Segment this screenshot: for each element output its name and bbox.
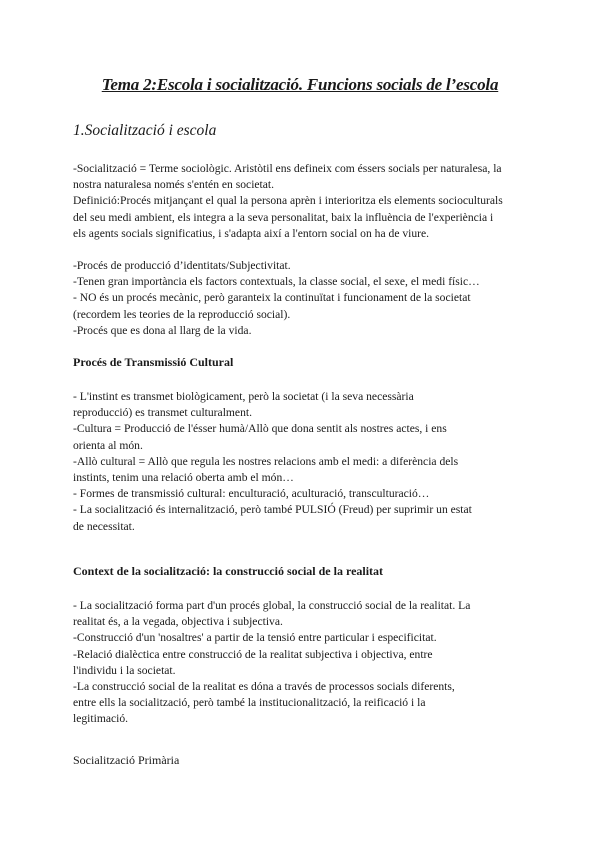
text-line: Definició:Procés mitjançant el qual la persona aprèn i interioritza els elements socioculturals [73, 194, 503, 208]
text-line: reproducció) es transmet culturalment. [73, 406, 252, 420]
subheading-primary-socialization: Socialització Primària [73, 753, 180, 767]
text-line: - La socialització és internalització, però també PULSIÓ (Freud) per suprimir un estat [73, 503, 472, 517]
document-title: Tema 2:Escola i socialització. Funcions socials de l’escola [101, 75, 499, 94]
text-line: -Allò cultural = Allò que regula les nostres relacions amb el medi: a diferència dels [73, 454, 459, 468]
text-line: els agents socials significatius, i s'adapta així a l'entorn social on ha de viure. [73, 226, 430, 240]
text-line: - L'instint es transmet biològicament, però la societat (i la seva necessària [73, 390, 414, 403]
text-line: realitat és, a la vegada, objectiva i subjectiva. [73, 615, 283, 629]
text-line: -Procés que es dona al llarg de la vida. [73, 323, 252, 337]
section-title: 1.Socialització i escola [73, 122, 217, 139]
text-line: (recordem les teories de la reproducció social). [73, 307, 291, 321]
text-line: del seu medi ambient, els integra a la seva personalitat, baix la influència de l'experiència i [73, 210, 494, 224]
text-line: - Formes de transmissió cultural: enculturació, aculturació, transculturació… [73, 487, 430, 501]
text-line: de necessitat. [73, 519, 135, 533]
paragraph-social-construction [73, 598, 543, 728]
text-line: - NO és un procés mecànic, però garanteix la continuïtat i funcionament de la societat [73, 291, 471, 305]
text-line: nostra naturalesa només s'entén en societat. [73, 178, 275, 192]
text-line: -Relació dialèctica entre construcció de la realitat subjectiva i objectiva, entre [73, 647, 433, 661]
text-line: orienta al món. [73, 438, 143, 452]
text-line: legitimació. [73, 712, 129, 726]
text-line: -Procés de producció d’identitats/Subjectivitat. [73, 259, 291, 272]
text-line: entre ells la socialització, però també la institucionalització, la reificació i la [73, 696, 426, 710]
subheading-social-construction: Context de la socialització: la construcció social de la realitat [73, 564, 384, 578]
text-line: l'individu i la societat. [73, 663, 176, 677]
text-line: -Construcció d'un 'nosaltres' a partir de la tensió entre particular i especificitat. [73, 631, 437, 645]
text-line: instints, tenim una relació oberta amb el món… [73, 471, 294, 485]
paragraph-cultural-transmission [73, 389, 543, 535]
text-line: - La socialització forma part d'un procés global, la construcció social de la realitat. La [73, 599, 471, 612]
paragraph-definition [73, 161, 543, 242]
text-line: -Cultura = Producció de l'ésser humà/Allò que dona sentit als nostres actes, i ens [73, 422, 447, 436]
text-line: -La construcció social de la realitat es dóna a través de processos socials diferents, [73, 680, 455, 694]
text-line: -Tenen gran importància els factors contextuals, la classe social, el sexe, el medi físic… [73, 275, 480, 289]
text-line: -Socialització = Terme sociològic. Aristòtil ens defineix com éssers socials per naturalesa, la [73, 162, 502, 175]
paragraph-characteristics [73, 258, 543, 339]
subheading-cultural-transmission: Procés de Transmissió Cultural [73, 355, 234, 369]
